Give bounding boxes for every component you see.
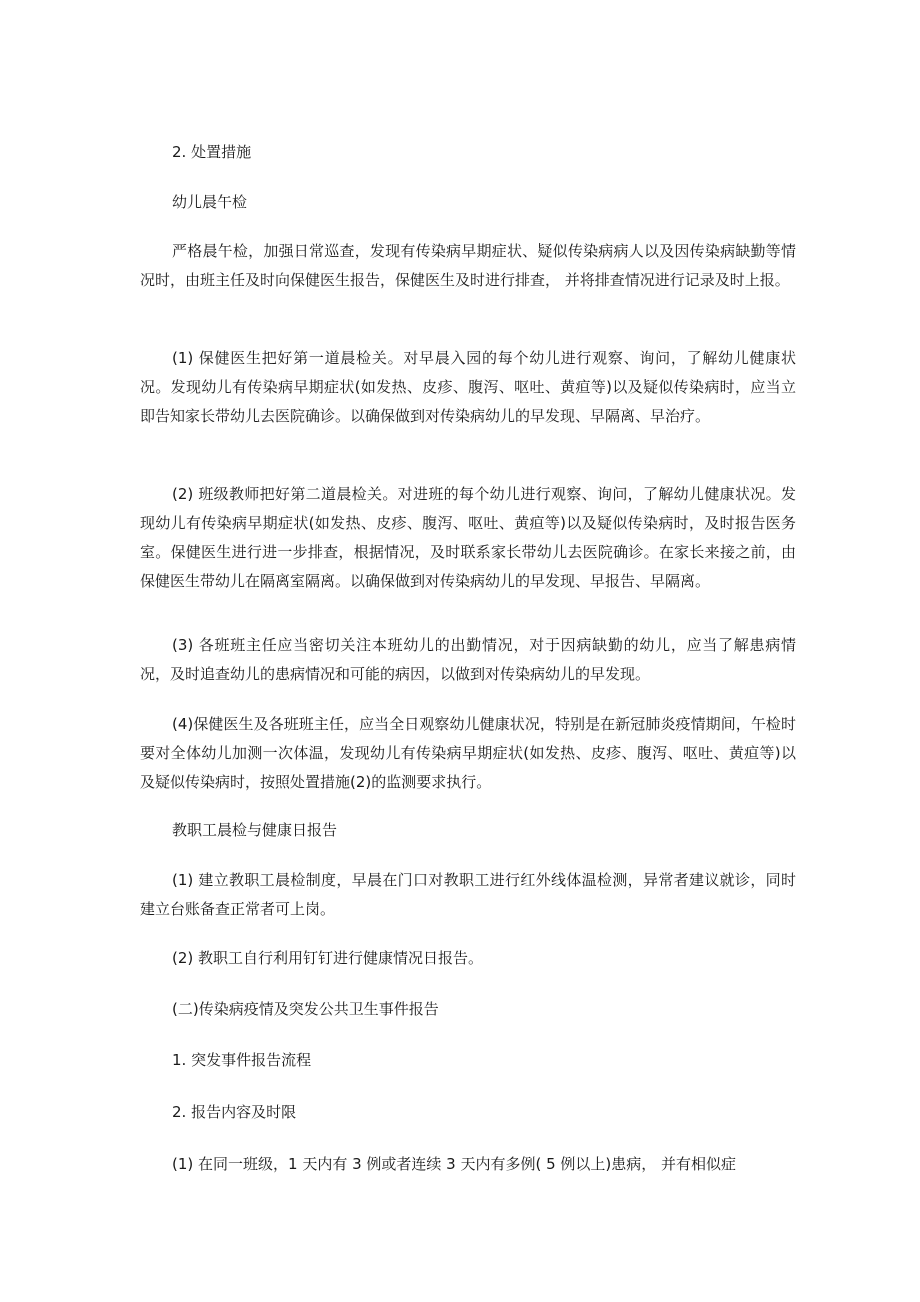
paragraph-item-3: (3) 各班班主任应当密切关注本班幼儿的出勤情况，对于因病缺勤的幼儿，应当了解患病情况，及时追查幼儿的患病情况和可能的病因，以做到对传染病幼儿的早发现。: [140, 636, 796, 683]
paragraph-report-1: (1) 在同一班级，1 天内有 3 例或者连续 3 天内有多例( 5 例以上)患病， 并有相似症: [172, 1155, 737, 1173]
paragraph-strict-check: 严格晨午检，加强日常巡查，发现有传染病早期症状、疑似传染病病人以及因传染病缺勤等情况时，由班主任及时向保健医生报告，保健医生及时进行排查， 并将排查情况进行记录及时上报。: [140, 242, 796, 289]
paragraph-item-4: (4)保健医生及各班班主任，应当全日观察幼儿健康状况，特别是在新冠肺炎疫情期间，午检时要对全体幼儿加测一次体温，发现幼儿有传染病早期症状(如发热、皮疹、腹泻、呕吐、黄疸等)以及疑似传染病时，按照处置措施(2)的监测要求执行。: [140, 715, 796, 791]
heading-disposal-measures: 2. 处置措施: [172, 143, 252, 161]
heading-epidemic-report: (二)传染病疫情及突发公共卫生事件报告: [172, 1000, 439, 1018]
heading-report-process: 1. 突发事件报告流程: [172, 1051, 312, 1069]
paragraph-item-1: (1) 保健医生把好第一道晨检关。对早晨入园的每个幼儿进行观察、询问，了解幼儿健康状况。发现幼儿有传染病早期症状(如发热、皮疹、腹泻、呕吐、黄疸等)以及疑似传染病时，应当立即告知家长带幼儿去医院确诊。以确保做到对传染病幼儿的早发现、早隔离、早治疗。: [140, 349, 796, 425]
heading-staff-check: 教职工晨检与健康日报告: [172, 821, 338, 839]
paragraph-staff-2: (2) 教职工自行利用钉钉进行健康情况日报告。: [172, 949, 484, 967]
heading-report-content: 2. 报告内容及时限: [172, 1103, 297, 1121]
heading-morning-check: 幼儿晨午检: [172, 193, 248, 211]
paragraph-item-2: (2) 班级教师把好第二道晨检关。对进班的每个幼儿进行观察、询问，了解幼儿健康状况。发现幼儿有传染病早期症状(如发热、皮疹、腹泻、呕吐、黄疸等)以及疑似传染病时，及时报告医务室。保健医生进行进一步排查，根据情况，及时联系家长带幼儿去医院确诊。在家长来接之前，由保健医生带幼儿在隔离室隔离。以确保做到对传染病幼儿的早发现、早报告、早隔离。: [140, 485, 796, 590]
paragraph-staff-1: (1) 建立教职工晨检制度，早晨在门口对教职工进行红外线体温检测，异常者建议就诊，同时建立台账备查正常者可上岗。: [140, 871, 796, 918]
